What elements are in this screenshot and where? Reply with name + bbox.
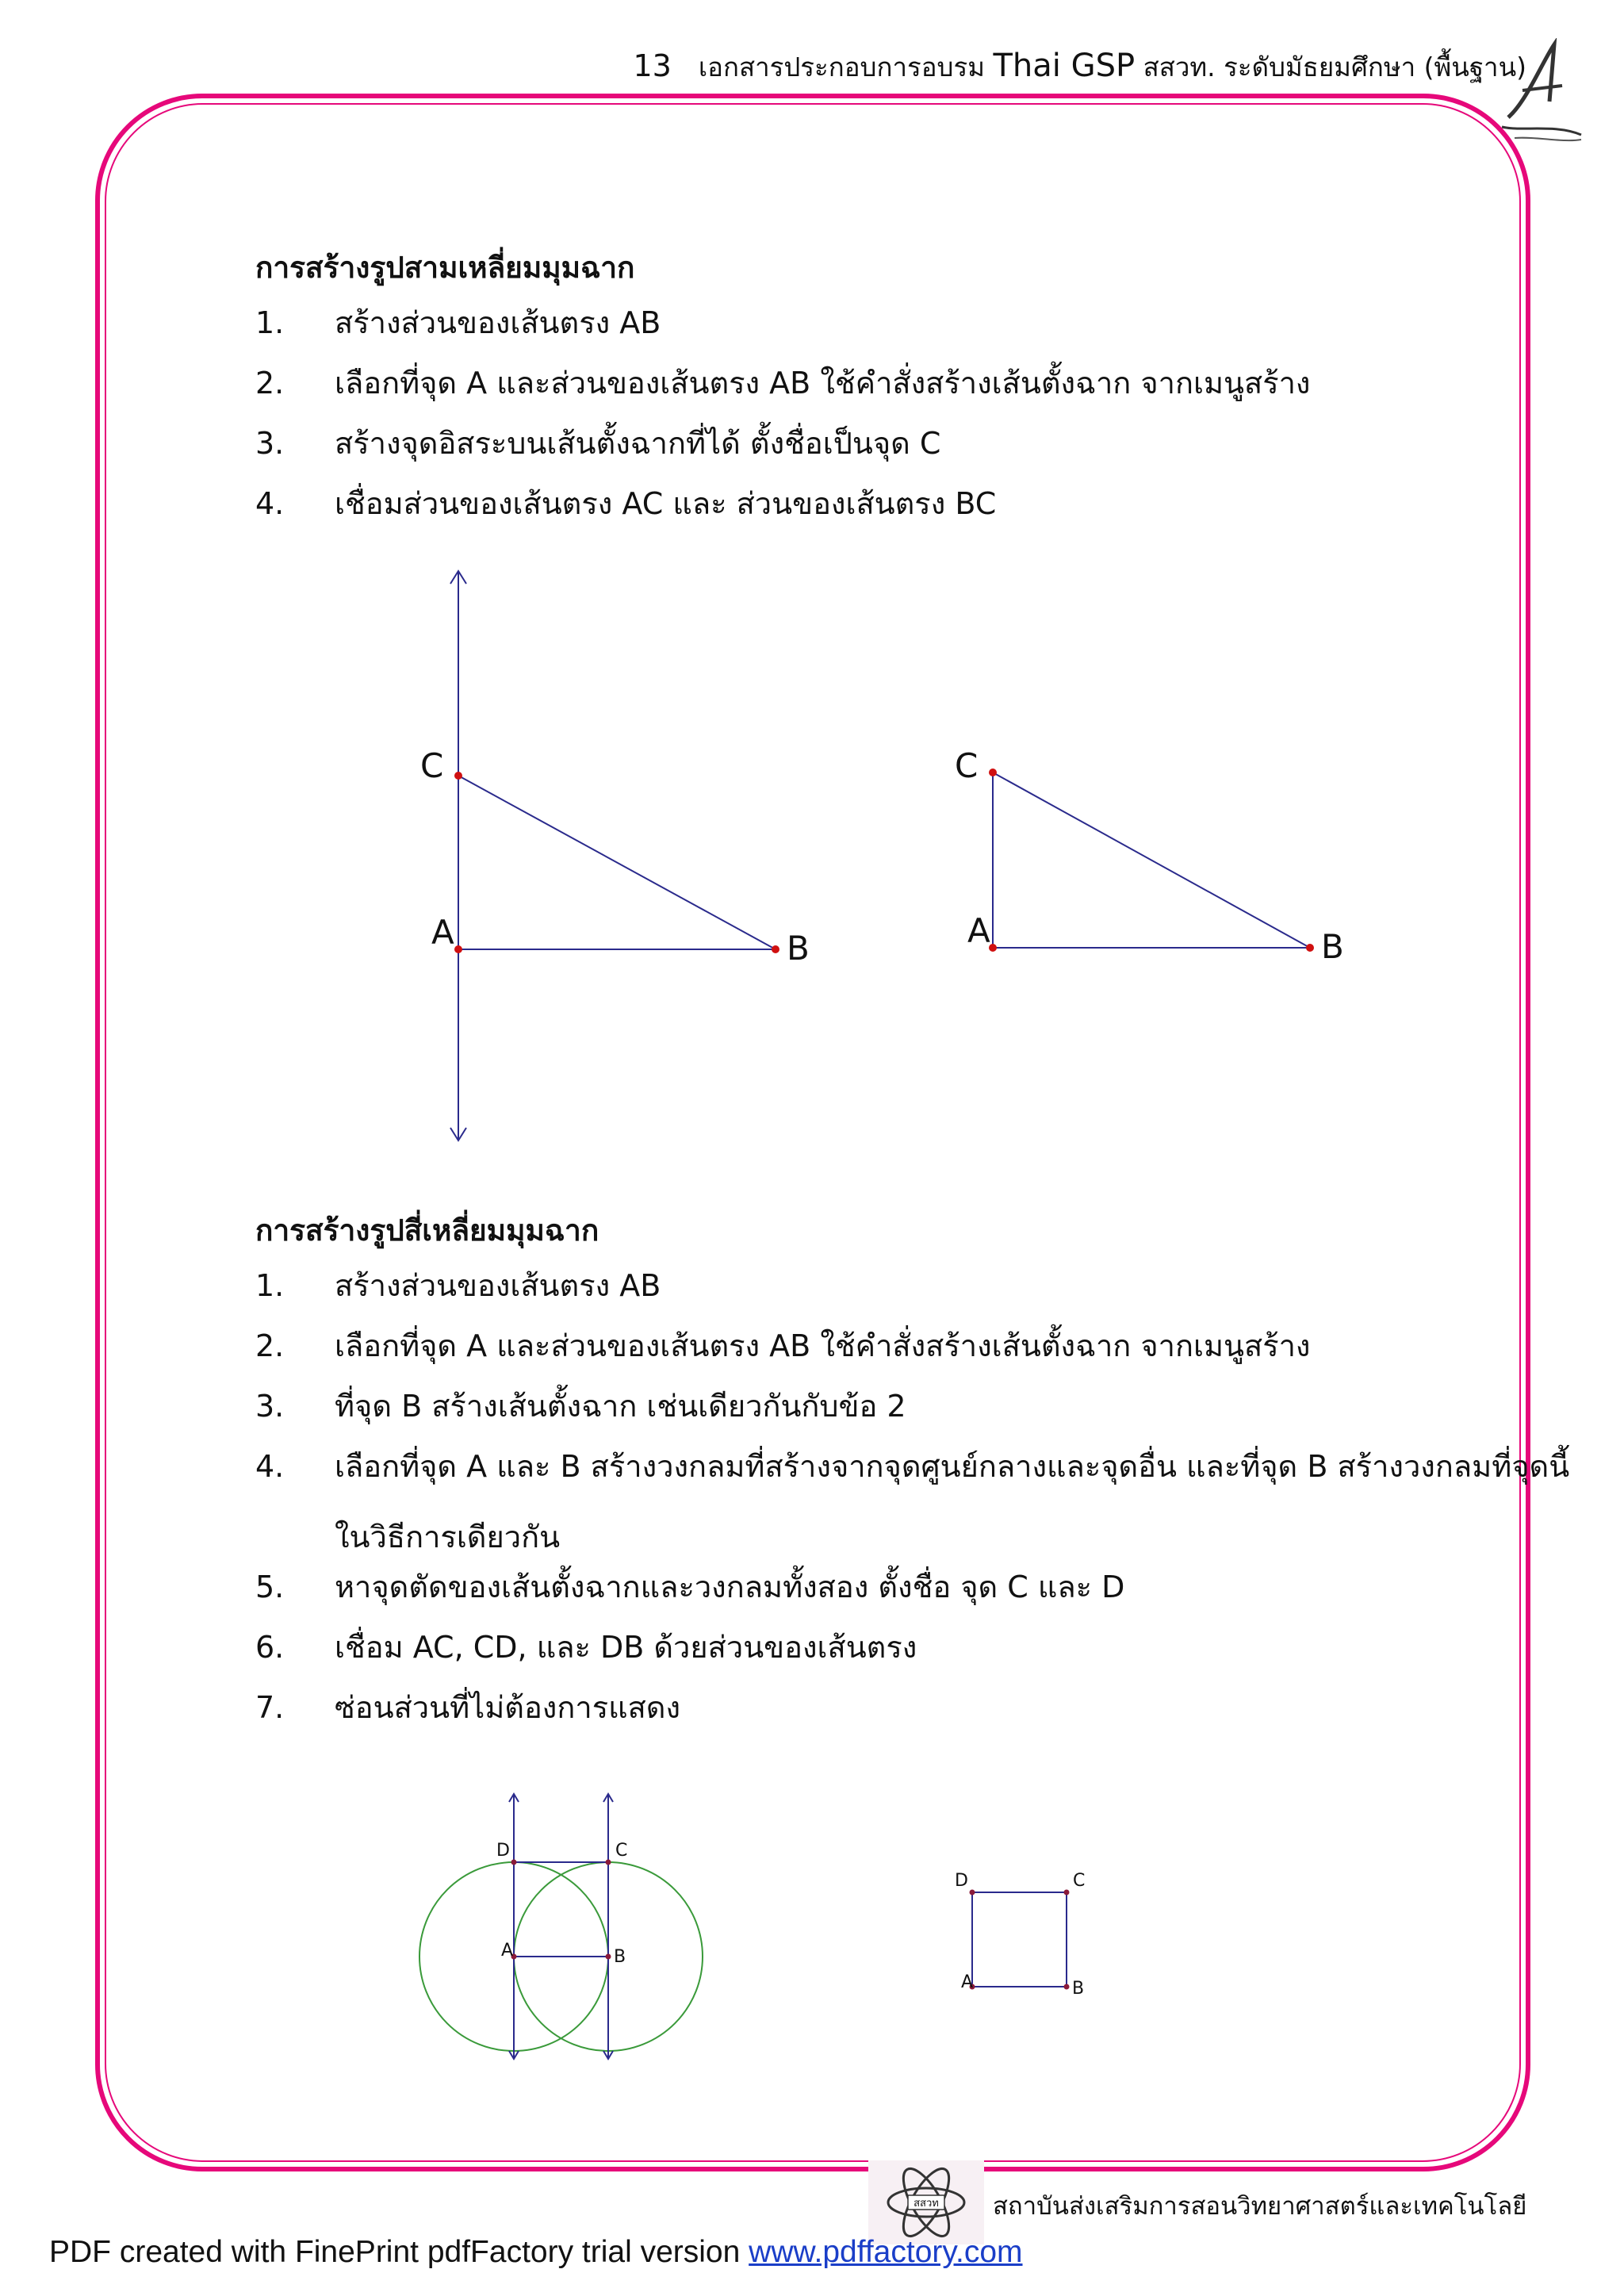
page-header	[0, 46, 1526, 88]
point-A	[454, 945, 462, 953]
triangle-step-1	[255, 298, 661, 347]
label-A: A	[501, 1941, 514, 1961]
section-title-triangle: การสร้างรูปสามเหลี่ยมมุมฉาก	[255, 250, 635, 285]
step-text: ซ่อนส่วนที่ไม่ต้องการแสดง	[335, 1690, 681, 1725]
step-number: 4.	[255, 486, 285, 521]
point-B	[1064, 1984, 1070, 1990]
logo-text: สสวท	[914, 2198, 939, 2210]
step-number: 4.	[255, 1449, 285, 1484]
step-text: เลือกที่จุด A และ B สร้างวงกลมที่สร้างจากจุดศูนย์กลางและจุดอื่น และที่จุด B สร้างวงกลมที่จุดนี้	[335, 1449, 1570, 1484]
step-text: เชื่อม AC, CD, และ DB ด้วยส่วนของเส้นตรง	[335, 1630, 917, 1665]
point-B	[772, 945, 779, 953]
segment-CB	[458, 776, 776, 949]
rectangle-step-3	[255, 1382, 906, 1430]
label-C: C	[955, 746, 979, 785]
point-D	[511, 1860, 517, 1865]
label-D: D	[496, 1841, 510, 1861]
rectangle-step-1	[255, 1261, 661, 1309]
triangle-step-4	[255, 479, 996, 527]
point-C	[1064, 1890, 1070, 1895]
rectangle-step-5	[255, 1562, 1124, 1611]
label-C: C	[1073, 1871, 1086, 1891]
header-logo-icon	[1499, 38, 1586, 149]
header-title-before: เอกสารประกอบการอบรม	[698, 52, 994, 82]
step-number: 1.	[255, 305, 285, 340]
step-number: 3.	[255, 1389, 285, 1424]
step-text: เลือกที่จุด A และส่วนของเส้นตรง AB ใช้คำสั่งสร้างเส้นตั้งฉาก จากเมนูสร้าง	[335, 1328, 1311, 1363]
point-C	[606, 1860, 611, 1865]
point-B	[1306, 944, 1314, 952]
step-text-continued: ในวิธีการเดียวกัน	[335, 1520, 561, 1554]
pdf-factory-notice	[49, 2235, 1023, 2270]
step-number: 7.	[255, 1690, 285, 1725]
pdf-notice-text: PDF created with FinePrint pdfFactory trial version	[49, 2235, 749, 2269]
triangle-result-figure	[936, 738, 1364, 968]
label-A: A	[967, 911, 990, 950]
label-B: B	[1321, 927, 1344, 966]
step-number: 3.	[255, 426, 285, 461]
point-C	[454, 772, 462, 780]
rectangle-step-2	[255, 1321, 1311, 1370]
label-B: B	[614, 1947, 626, 1967]
segment-CB	[993, 772, 1310, 948]
step-number: 6.	[255, 1630, 285, 1665]
header-gsp: Thai GSP	[993, 48, 1136, 84]
triangle-construction-figure	[396, 555, 841, 1158]
step-text: ที่จุด B สร้างเส้นตั้งฉาก เช่นเดียวกันกับข้อ 2	[335, 1389, 906, 1424]
point-C	[989, 769, 997, 776]
pdffactory-link[interactable]: www.pdffactory.com	[749, 2235, 1023, 2269]
triangle-step-2	[255, 358, 1311, 407]
section-title-rectangle: การสร้างรูปสี่เหลี่ยมมุมฉาก	[255, 1213, 599, 1248]
footer-organization: สถาบันส่งเสริมการสอนวิทยาศาสตร์และเทคโนโลยี	[993, 2192, 1527, 2221]
step-number: 2.	[255, 1328, 285, 1363]
step-text: สร้างจุดอิสระบนเส้นตั้งฉากที่ได้ ตั้งชื่อเป็นจุด C	[335, 426, 941, 461]
step-text: สร้างส่วนของเส้นตรง AB	[335, 1268, 661, 1303]
square-result-figure	[944, 1856, 1110, 2007]
step-text: เลือกที่จุด A และส่วนของเส้นตรง AB ใช้คำสั่งสร้างเส้นตั้งฉาก จากเมนูสร้าง	[335, 366, 1311, 401]
step-text: หาจุดตัดของเส้นตั้งฉากและวงกลมทั้งสอง ตั้งชื่อ จุด C และ D	[335, 1570, 1125, 1604]
square-construction-figure	[412, 1784, 714, 2070]
step-number: 1.	[255, 1268, 285, 1303]
label-B: B	[1072, 1979, 1085, 1999]
ipst-logo-icon	[867, 2159, 986, 2246]
step-text: สร้างส่วนของเส้นตรง AB	[335, 305, 661, 340]
square-ABCD	[972, 1892, 1067, 1987]
rectangle-step-7	[255, 1683, 680, 1731]
label-D: D	[955, 1871, 968, 1891]
step-text: เชื่อมส่วนของเส้นตรง AC และ ส่วนของเส้นตรง BC	[335, 486, 997, 521]
step-number: 2.	[255, 366, 285, 401]
triangle-step-3	[255, 419, 940, 467]
page-number: 13	[633, 48, 672, 83]
label-B: B	[787, 929, 810, 968]
label-A: A	[431, 913, 454, 952]
point-D	[970, 1890, 975, 1895]
label-A: A	[961, 1972, 974, 1992]
step-number: 5.	[255, 1570, 285, 1604]
label-C: C	[420, 746, 444, 785]
header-title-after: สสวท. ระดับมัธยมศึกษา (พื้นฐาน)	[1135, 52, 1526, 82]
point-B	[606, 1954, 611, 1960]
label-C: C	[615, 1841, 628, 1861]
rectangle-step-4	[255, 1442, 1569, 1561]
rectangle-step-6	[255, 1623, 917, 1671]
